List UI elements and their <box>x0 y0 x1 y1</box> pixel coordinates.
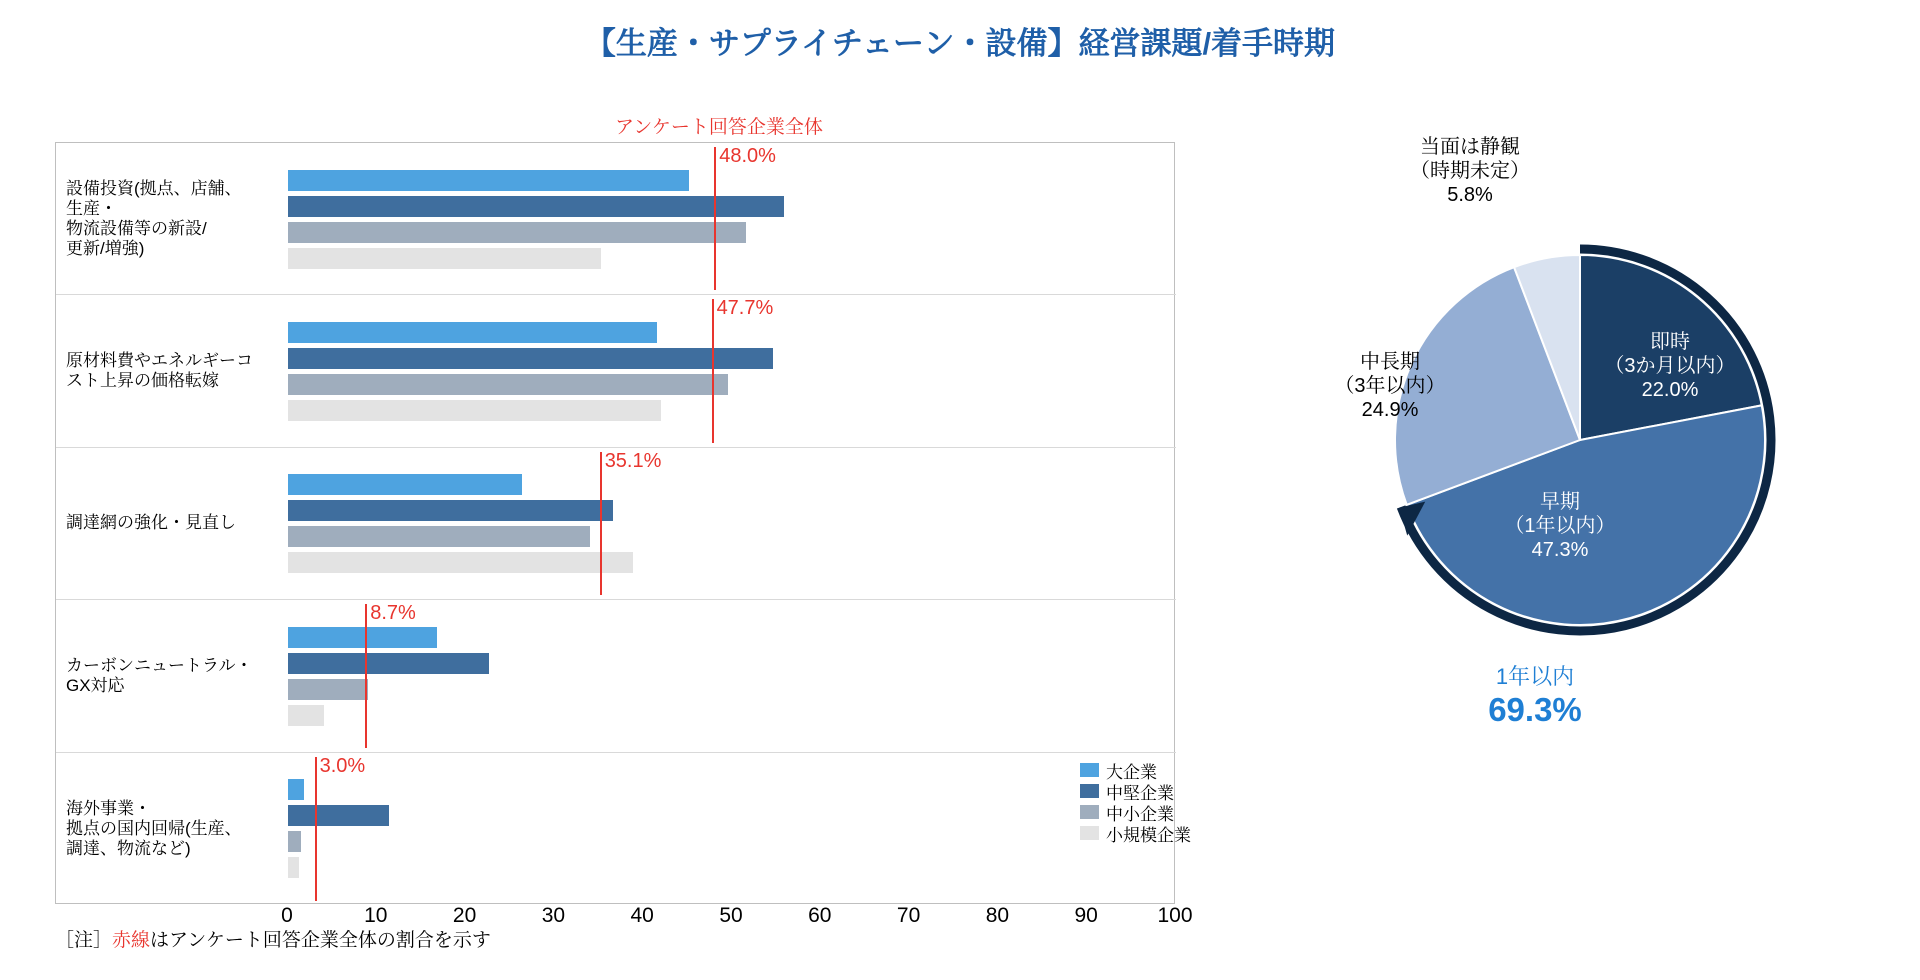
pie-slice-label-early: 早期 （1年以内） 47.3% <box>1504 491 1616 561</box>
legend-item <box>1080 760 1250 780</box>
page-title: 【生産・サプライチェーン・設備】経営課題/着手時期 <box>584 26 1336 61</box>
x-tick-label: 10 <box>364 904 388 927</box>
legend-label: 小規模企業 <box>1106 825 1191 845</box>
bar-chart <box>55 112 1193 927</box>
legend-label: 中堅企業 <box>1106 783 1174 803</box>
bar-中小企業 <box>288 374 728 395</box>
bar-中堅企業 <box>288 348 773 369</box>
bar-中堅企業 <box>288 805 389 826</box>
x-tick-label: 60 <box>808 904 832 927</box>
legend-label: 中小企業 <box>1106 804 1174 824</box>
legend-item <box>1080 823 1250 843</box>
x-tick-label: 90 <box>1074 904 1098 927</box>
bar-category-label: 調達網の強化・見直し <box>66 513 236 533</box>
overall-marker-line <box>365 604 367 747</box>
bar-plot-area <box>55 142 1175 904</box>
footnote <box>55 925 491 952</box>
bar-中堅企業 <box>288 653 489 674</box>
x-tick-label: 80 <box>985 904 1010 927</box>
legend-swatch <box>1080 763 1099 777</box>
overall-series-label: アンケート回答企業全体 <box>615 117 823 138</box>
bar-中小企業 <box>288 679 368 700</box>
pie-chart <box>1270 136 1890 770</box>
legend-swatch <box>1080 784 1099 798</box>
overall-marker-line <box>315 757 317 901</box>
bar-大企業 <box>288 779 304 800</box>
legend <box>1080 760 1250 844</box>
bar-group <box>288 295 1176 446</box>
x-tick-label: 20 <box>452 904 477 927</box>
overall-marker-line <box>712 299 714 442</box>
pie-callout: 1年以内 69.3% <box>1488 664 1582 728</box>
x-tick-label: 0 <box>281 904 293 927</box>
bar-中小企業 <box>288 222 746 243</box>
bar-小規模企業 <box>288 248 601 269</box>
bar-category-label: 設備投資(拠点、店舗、 生産・ 物流設備等の新設/ 更新/増強) <box>66 178 242 258</box>
bar-大企業 <box>288 170 689 191</box>
overall-marker-label: 47.7% <box>716 297 774 320</box>
bar-category-label: 原材料費やエネルギーコ スト上昇の価格転嫁 <box>66 351 253 391</box>
bar-小規模企業 <box>288 705 324 726</box>
bar-小規模企業 <box>288 400 661 421</box>
bar-category-row <box>56 143 1176 295</box>
bar-group <box>288 448 1176 599</box>
overall-marker-line <box>600 452 602 595</box>
bar-小規模企業 <box>288 552 633 573</box>
legend-swatch <box>1080 826 1099 840</box>
legend-swatch <box>1080 805 1099 819</box>
bar-中堅企業 <box>288 500 613 521</box>
bar-group <box>288 753 1176 905</box>
pie-slice-label-watch: 当面は静観 （時期未定） 5.8% <box>1410 136 1530 206</box>
footnote-suffix: はアンケート回答企業全体の割合を示す <box>150 930 491 951</box>
pie-slice-label-immediate: 即時 （3か月以内） 22.0% <box>1604 331 1736 401</box>
x-tick-label: 40 <box>630 904 654 927</box>
bar-大企業 <box>288 322 657 343</box>
bar-中堅企業 <box>288 196 784 217</box>
overall-marker-label: 35.1% <box>604 449 662 472</box>
bar-group <box>288 600 1176 751</box>
legend-label: 大企業 <box>1106 762 1157 782</box>
bar-group <box>288 143 1176 294</box>
bar-大企業 <box>288 474 522 495</box>
x-tick-label: 70 <box>896 904 921 927</box>
legend-item <box>1080 802 1250 822</box>
legend-item <box>1080 781 1250 801</box>
bar-category-row <box>56 448 1176 600</box>
bar-大企業 <box>288 627 437 648</box>
overall-marker-label: 3.0% <box>319 754 366 777</box>
bar-中小企業 <box>288 526 590 547</box>
bar-小規模企業 <box>288 857 299 878</box>
footnote-prefix: ［注］ <box>55 930 113 951</box>
bar-category-label: 海外事業・ 拠点の国内回帰(生産、 調達、物流など) <box>66 798 242 858</box>
bar-中小企業 <box>288 831 301 852</box>
bar-category-row <box>56 295 1176 447</box>
bar-category-label: カーボンニュートラル・ GX対応 <box>66 655 253 695</box>
pie-slice-label-midlong: 中長期 （3年以内） 24.9% <box>1334 351 1446 421</box>
bar-category-row <box>56 600 1176 752</box>
overall-marker-label: 8.7% <box>370 602 416 625</box>
x-tick-label: 30 <box>541 904 566 927</box>
x-tick-label: 100 <box>1157 904 1193 927</box>
x-tick-label: 50 <box>719 904 743 927</box>
footnote-red-term: 赤線 <box>112 930 151 951</box>
overall-marker-line <box>714 147 716 290</box>
overall-marker-label: 48.0% <box>719 145 776 167</box>
bar-category-row <box>56 753 1176 905</box>
